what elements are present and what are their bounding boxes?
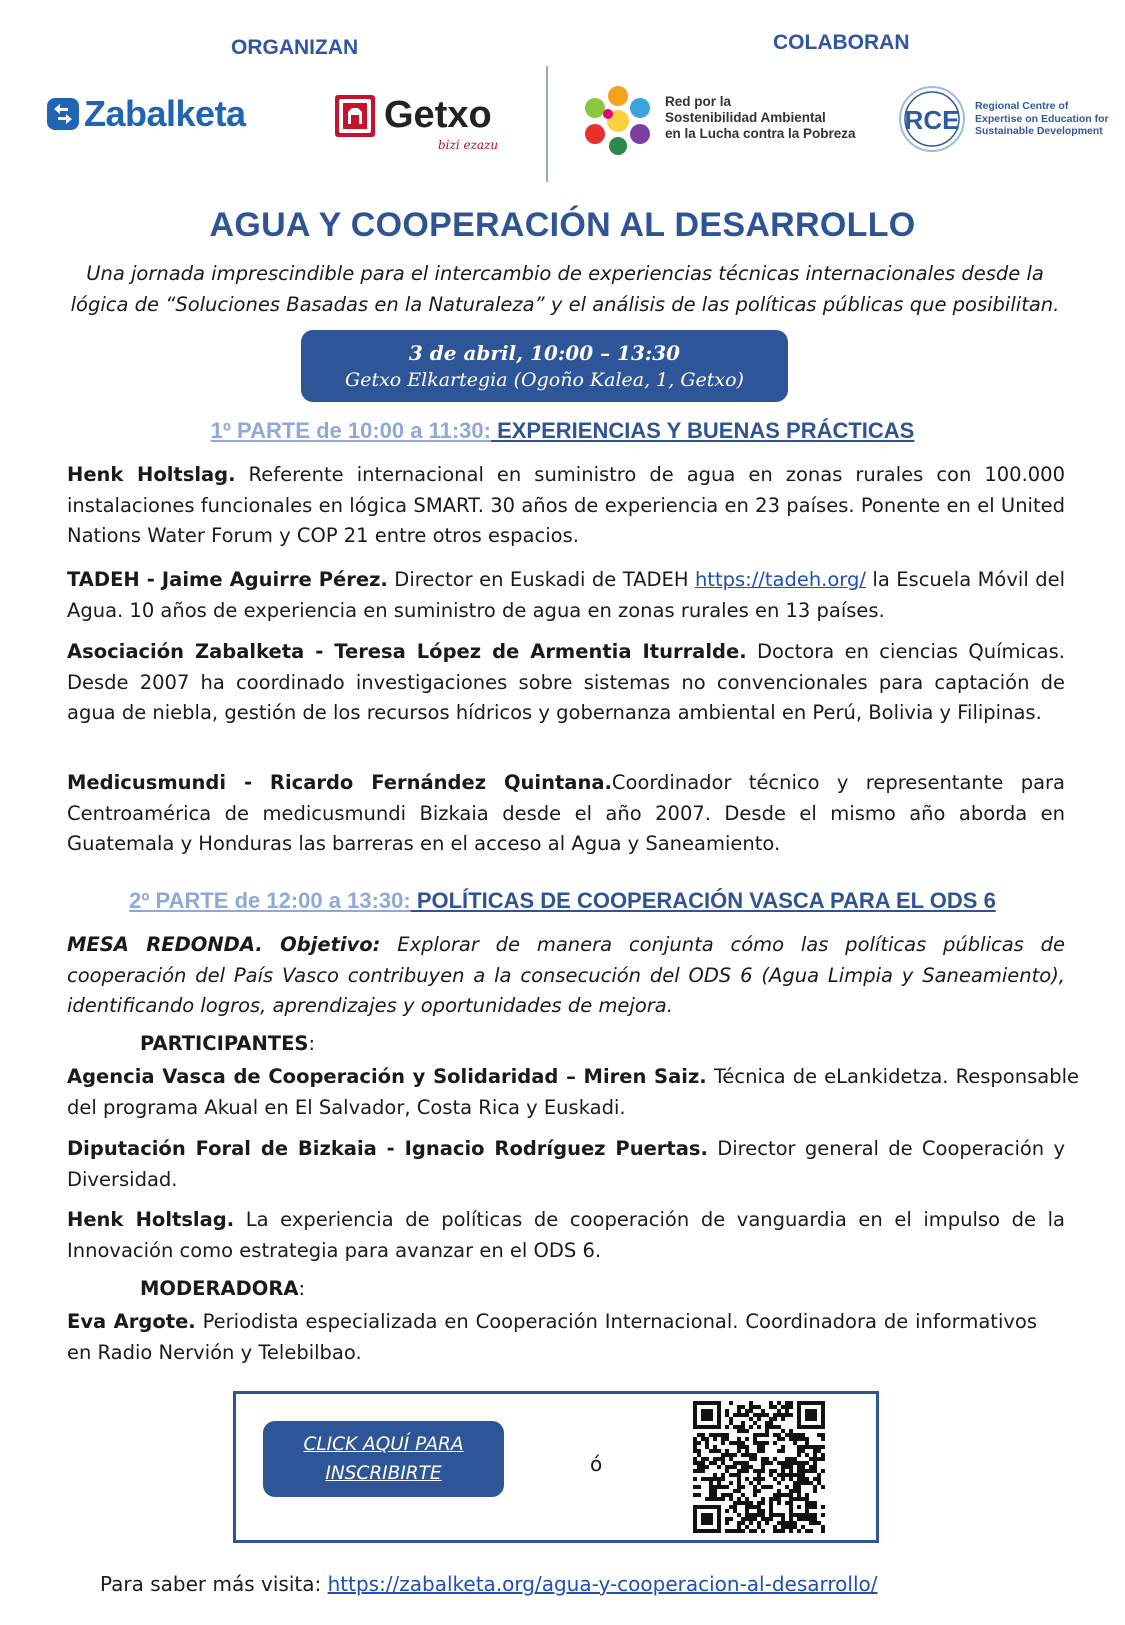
participantes-heading: PARTICIPANTES:: [140, 1032, 316, 1055]
qr-code-icon[interactable]: [693, 1401, 825, 1533]
moderadora-label: MODERADORA: [140, 1277, 299, 1300]
mesa-redonda-label: MESA REDONDA. Objetivo:: [67, 933, 381, 956]
rce-emblem-icon: [897, 84, 967, 154]
participant-paragraph: [67, 1134, 1065, 1195]
zabalketa-emblem-icon: [46, 97, 80, 131]
participant-name: Diputación Foral de Bizkaia - Ignacio Rodríguez Puertas.: [67, 1137, 708, 1160]
part1-title: EXPERIENCIAS Y BUENAS PRÁCTICAS: [490, 418, 915, 443]
red-logo-line1: Red por la: [665, 94, 732, 109]
participant-name: Agencia Vasca de Cooperación y Solidaridad – Miren Saiz.: [67, 1065, 707, 1088]
red-sostenibilidad-emblem-icon: [580, 84, 656, 156]
getxo-tagline: bizi ezazu: [438, 138, 499, 152]
moderator-name: Eva Argote.: [67, 1310, 196, 1333]
organizan-label: ORGANIZAN: [231, 36, 359, 59]
event-venue: Getxo Elkartegia (Ogoño Kalea, 1, Getxo): [345, 369, 744, 391]
speaker-name: Henk Holtslag.: [67, 463, 236, 486]
rce-logo-line3: Sustainable Development: [975, 125, 1103, 137]
or-separator: ó: [590, 1452, 603, 1476]
event-date-time: 3 de abril, 10:00 – 13:30: [408, 341, 681, 365]
speaker-paragraph: [67, 460, 1065, 552]
speaker-paragraph: [67, 565, 1065, 626]
speaker-description: la Escuela Móvil del Agua. 10 años de experiencia en suministro de agua en zonas rurales en 13 países.: [67, 568, 1065, 622]
footer: [100, 1572, 877, 1596]
speaker-paragraph: [67, 637, 1065, 729]
red-logo-line3: en la Lucha contra la Pobreza: [665, 126, 856, 141]
moderadora-heading: MODERADORA:: [140, 1277, 306, 1300]
footer-label: Para saber más visita:: [100, 1572, 328, 1596]
part1-time: 1º PARTE de 10:00 a 11:30:: [210, 418, 491, 443]
red-logo-line2: Sostenibilidad Ambiental: [665, 110, 826, 125]
event-date-box: [301, 330, 788, 402]
speaker-paragraph: [67, 768, 1065, 860]
participant-name: Henk Holtslag.: [67, 1208, 235, 1231]
participant-description: La experiencia de políticas de cooperación de vanguardia en el impulso de la Innovación como estrategia para avanzar en el ODS 6.: [67, 1208, 1065, 1262]
speaker-description: Doctora en ciencias Químicas. Desde 2007 ha coordinado investigaciones sobre sistemas no convencionales para captación de agua de niebla, gestión de los recursos hídricos y gobernanza ambiental en Perú, Bolivia y Filipinas.: [67, 640, 1065, 724]
getxo-logo-text: Getxo: [384, 94, 492, 136]
speaker-description: Referente internacional en suministro de agua en zonas rurales con 100.000 instalaciones funcionales en lógica SMART. 30 años de experiencia en 23 países. Ponente en el United Nations Water Forum y COP 21 entre otros espacios.: [67, 463, 1065, 547]
footer-link[interactable]: https://zabalketa.org/agua-y-cooperacion-al-desarrollo/: [327, 1572, 878, 1596]
zabalketa-logo: [46, 92, 246, 136]
part2-heading: [0, 888, 1125, 914]
colaboran-label: COLABORAN: [773, 31, 910, 54]
register-button-line2: INSCRIBIRTE: [325, 1463, 442, 1484]
moderator-paragraph: [67, 1307, 1037, 1368]
red-sostenibilidad-logo: [665, 94, 856, 142]
part1-heading: [0, 418, 1125, 444]
getxo-logo: [334, 94, 499, 152]
tadeh-link[interactable]: https://tadeh.org/: [694, 568, 866, 591]
mesa-redonda-text: Explorar de manera conjunta cómo las políticas públicas de cooperación del País Vasco contribuyen a la consecución del ODS 6 (Agua Limpia y Saneamiento), identificando logros, aprendizajes y oportunidades de mejora.: [67, 933, 1065, 1017]
participant-paragraph: [67, 1205, 1065, 1266]
event-title: AGUA Y COOPERACIÓN AL DESARROLLO: [209, 206, 916, 244]
register-button-line1: CLICK AQUÍ PARA: [303, 1434, 464, 1455]
speaker-name: TADEH - Jaime Aguirre Pérez.: [67, 568, 388, 591]
event-subtitle-line1: Una jornada imprescindible para el intercambio de experiencias técnicas internacionales desde la: [86, 262, 1044, 285]
participant-description: Director general de Cooperación y Diversidad.: [67, 1137, 1065, 1191]
rce-logo: [975, 100, 1109, 138]
participant-description: Técnica de eLankidetza. Responsable del programa Akual en El Salvador, Costa Rica y Euskadi.: [67, 1065, 1079, 1119]
speaker-description: Coordinador técnico y representante para Centroamérica de medicusmundi Bizkaia desde el año 2007. Desde el mismo año aborda en Guatemala y Honduras las barreras en el acceso al Agua y Saneamiento.: [67, 771, 1065, 855]
speaker-name: Asociación Zabalketa - Teresa López de Armentia Iturralde.: [67, 640, 747, 663]
event-subtitle: [55, 258, 1075, 320]
header-divider: [546, 66, 548, 182]
zabalketa-logo-text: Zabalketa: [84, 93, 246, 134]
speaker-name: Medicusmundi - Ricardo Fernández Quintana.: [67, 771, 612, 794]
rce-logo-line1: Regional Centre of: [975, 100, 1069, 112]
rce-logo-line2: Expertise on Education for: [975, 112, 1109, 125]
getxo-shield-icon: [334, 94, 376, 138]
rce-mark-text: RCE: [904, 105, 960, 135]
mesa-redonda-paragraph: [67, 930, 1065, 1022]
part2-title: POLÍTICAS DE COOPERACIÓN VASCA PARA EL ODS 6: [410, 888, 996, 913]
event-subtitle-line2: lógica de “Soluciones Basadas en la Naturaleza” y el análisis de las políticas públicas que posibilitan.: [70, 293, 1060, 316]
participant-paragraph: [67, 1062, 1079, 1123]
speaker-description: Director en Euskadi de TADEH: [387, 568, 695, 591]
participantes-label: PARTICIPANTES: [140, 1032, 309, 1055]
register-button[interactable]: [263, 1421, 504, 1497]
part2-time: 2º PARTE de 12:00 a 13:30:: [129, 888, 411, 913]
moderator-description: Periodista especializada en Cooperación Internacional. Coordinadora de informativos en Radio Nervión y Telebilbao.: [67, 1310, 1037, 1364]
